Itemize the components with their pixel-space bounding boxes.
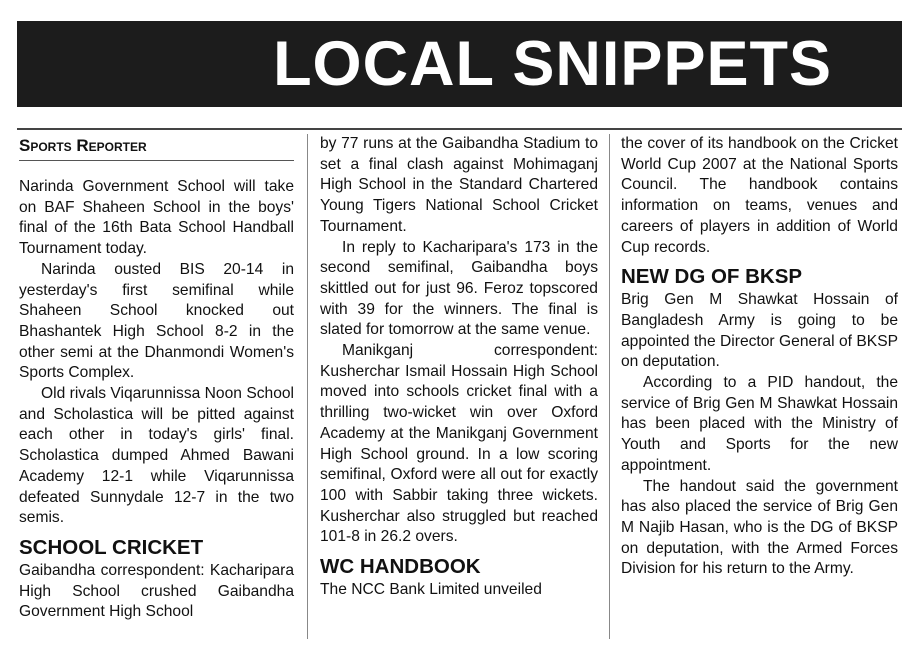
column-divider-2	[609, 134, 610, 639]
bksp-paragraph-1: Brig Gen M Shawkat Hossain of Bangladesh Army is going to be appointed the Director General of BKSP on deputation.	[621, 291, 898, 371]
cricket-paragraph-1: Gaibandha correspondent: Kacharipara High School crushed Gaibandha Government High School	[19, 561, 294, 621]
handball-paragraph-2: Narinda ousted BIS 20-14 in yesterday's first semifinal while Shaheen School knocked out Bhashantek High School 8-2 in the other semi at the Dhanmondi Women's Sports Complex.	[19, 260, 294, 382]
bksp-paragraph-2: According to a PID handout, the service of Brig Gen M Shawkat Hossain has been placed with the Ministry of Youth and Sports for the new appointment.	[621, 374, 898, 474]
cricket-paragraph-2: by 77 runs at the Gaibandha Stadium to set a final clash against Mohimaganj High School in the Standard Chartered Young Tigers National School Cricket Tournament.	[320, 135, 598, 235]
column-divider-1	[307, 134, 308, 639]
new-dg-heading: NEW DG OF BKSP	[621, 265, 803, 289]
byline: Sports Reporter	[19, 136, 294, 161]
cricket-paragraph-4: Manikganj correspondent: Kusherchar Ismail Hossain High School moved into schools cricket final with a thrilling two-wicket win over Oxford Academy at the Manikganj Government High School ground. In a low scoring semifinal, Oxford were all out for exactly 100 with Sabbir taking three wickets. Kusherchar also struggled but reached 101-8 in 26.2 overs.	[320, 342, 598, 546]
column-1	[19, 134, 294, 623]
handball-paragraph-3: Old rivals Viqarunnissa Noon School and Scholastica will be pitted against each other in today's girls' final. Scholastica dumped Ahmed Bawani Academy 12-1 while Viqarunnissa defeated Sunnydale 12-7 in the two semis.	[19, 385, 294, 527]
handball-paragraph-1: Narinda Government School will take on BAF Shaheen School in the boys' final of the 16th Bata School Handball Tournament today.	[19, 178, 294, 258]
handbook-paragraph-1: The NCC Bank Limited unveiled	[320, 581, 542, 599]
bksp-paragraph-3: The handout said the government has also placed the service of Brig Gen M Najib Hasan, who is the DG of BKSP on deputation, with the Armed Forces Division for his return to the Army.	[621, 477, 898, 578]
section-banner	[17, 21, 902, 107]
school-cricket-heading: SCHOOL CRICKET	[19, 535, 204, 559]
column-2	[320, 134, 598, 601]
banner-rule	[17, 128, 902, 130]
section-title: LOCAL SNIPPETS	[273, 29, 832, 99]
cricket-paragraph-3: In reply to Kacharipara's 173 in the second semifinal, Gaibandha boys skittled out for just 96. Feroz topscored with 39 for the winners. The final is slated for tomorrow at the same venue.	[320, 238, 598, 339]
column-3	[621, 134, 898, 580]
wc-handbook-heading: WC HANDBOOK	[320, 555, 481, 579]
handbook-paragraph-2: the cover of its handbook on the Cricket World Cup 2007 at the National Sports Council. The handbook contains information on teams, venues and careers of players in addition of World Cup records.	[621, 135, 898, 256]
